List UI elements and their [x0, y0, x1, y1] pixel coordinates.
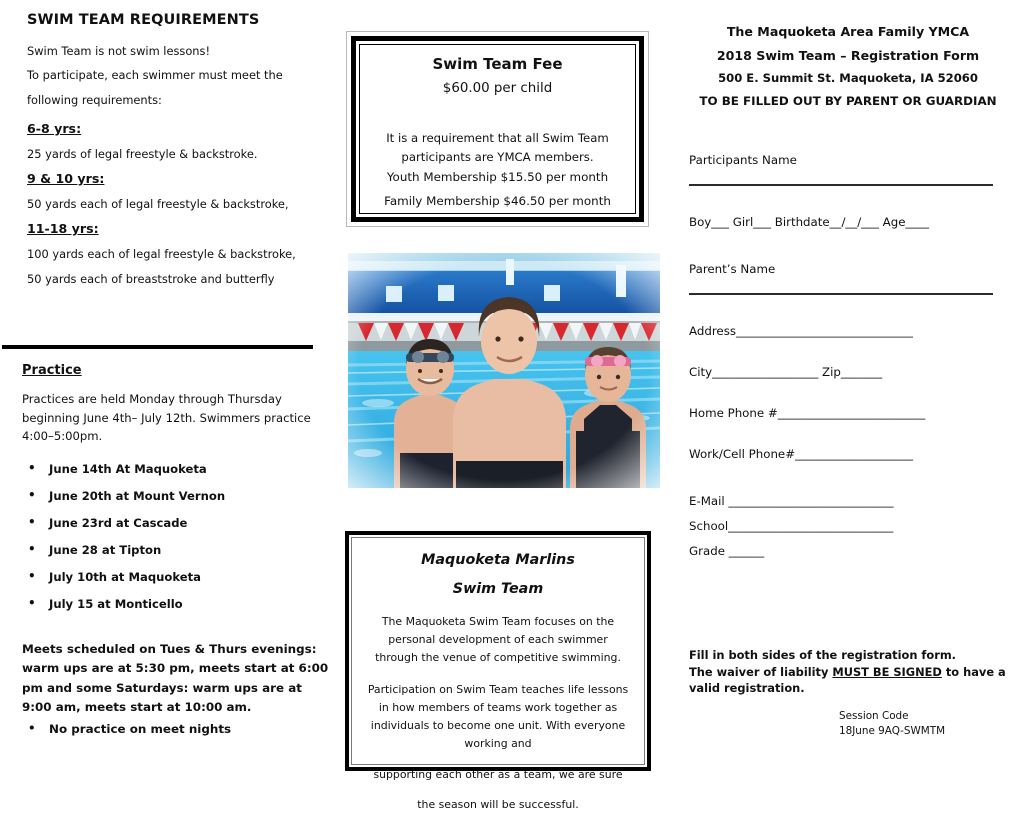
age-group-heading-11-18: 11-18 yrs: [27, 221, 99, 237]
parents-name-input-line[interactable] [689, 293, 993, 295]
home-phone-field[interactable]: Home Phone #_________________________ [689, 406, 926, 420]
grade-field[interactable]: Grade ______ [689, 544, 765, 558]
left-column [0, 0, 340, 791]
age-group-heading-text: 11-18 yrs [27, 221, 94, 237]
list-item: • June 14th At Maquoketa [22, 456, 327, 483]
fee-amount: $60.00 per child [442, 81, 553, 96]
fee-box-border-outer [351, 36, 644, 222]
gender-birthdate-age-row[interactable]: Boy___ Girl___ Birthdate__/__/___ Age____ [689, 215, 930, 229]
must-be-signed-emphasis: MUST BE SIGNED [832, 664, 942, 679]
age-group-detail: 25 yards of legal freestyle & backstroke. [27, 146, 258, 161]
marlins-paragraph-2: Participation on Swim Team teaches life lessons in how members of teams work together as individuals to become one unit. With everyone working and [367, 682, 629, 751]
list-item: • July 10th at Maquoketa [22, 564, 327, 591]
age-group-detail: 100 yards each of legal freestyle & backstroke, [27, 247, 296, 262]
list-item: • June 28 at Tipton [22, 537, 327, 564]
city-zip-field[interactable]: City__________________ Zip_______ [689, 365, 883, 379]
fee-box-border-inner [359, 44, 636, 214]
registration-form-column [672, 0, 1024, 791]
waiver-line-2 [689, 664, 1009, 681]
swim-team-fee-box [346, 31, 649, 227]
meet-schedule-list [22, 456, 327, 618]
requirements-title: SWIM TEAM REQUIREMENTS [27, 12, 260, 28]
practice-paragraph: Practices are held Monday through Thursday beginning June 4th– July 12th. Swimmers practice 4:00–5:00pm. [22, 392, 311, 444]
age-group-detail: 50 yards each of legal freestyle & backstroke, [27, 197, 289, 212]
list-item: • June 20th at Mount Vernon [22, 483, 327, 510]
practice-title: Practice [22, 363, 82, 378]
email-field[interactable]: E-Mail ____________________________ [689, 494, 894, 508]
meets-schedule-note: Meets scheduled on Tues & Thurs evenings: warm ups are at 5:30 pm, meets start at 6:00 pm and some Saturdays: warm ups are at 9:00 am, meets start at 10:00 am. [22, 642, 329, 715]
age-group-heading-9-10: 9 & 10 yrs: [27, 171, 105, 187]
family-membership-price: Family Membership $46.50 per month [384, 193, 611, 208]
registration-header [672, 20, 1024, 112]
session-code-value: 18June 9AQ-SWMTM [839, 725, 946, 737]
list-item: • June 23rd at Cascade [22, 510, 327, 537]
organization-name: The Maquoketa Area Family YMCA [726, 24, 970, 39]
session-code-label: Session Code [839, 710, 909, 722]
session-code-block [839, 709, 945, 739]
age-group-heading-text: 6-8 yrs [27, 120, 77, 136]
section-divider [2, 345, 313, 349]
form-instruction: TO BE FILLED OUT BY PARENT OR GUARDIAN [699, 93, 997, 108]
marlins-paragraph-3: supporting each other as a team, we are sure the season will be successful. [373, 768, 623, 812]
age-group-heading-text: 9 & 10 yrs [27, 171, 100, 187]
age-group-detail: 50 yards each of breaststroke and butterfly [27, 271, 275, 286]
waiver-line-1: Fill in both sides of the registration form. [689, 648, 957, 662]
youth-membership-price: Youth Membership $15.50 per month [386, 170, 609, 184]
waiver-notice [689, 647, 1009, 697]
no-practice-note: • No practice on meet nights [22, 722, 231, 736]
registration-fields [689, 152, 1019, 560]
parents-name-label: Parent’s Name [689, 262, 776, 276]
participants-name-input-line[interactable] [689, 184, 993, 186]
marlins-title-line2: Swim Team [452, 581, 544, 597]
marlins-paragraph-1: The Maquoketa Swim Team focuses on the personal development of each swimmer through the venue of competitive swimming. [375, 615, 621, 665]
swim-team-photo-image [348, 253, 660, 488]
address-field[interactable]: Address______________________________ [689, 324, 913, 338]
marlins-title-line1: Maquoketa Marlins [421, 552, 575, 568]
age-group-heading-6-8: 6-8 yrs: [27, 120, 82, 136]
waiver-text-post: to have a [941, 664, 1006, 679]
practice-section [22, 363, 327, 618]
participants-name-label: Participants Name [689, 153, 797, 167]
waiver-text-pre: The waiver of liability [689, 664, 833, 679]
fee-title: Swim Team Fee [432, 55, 563, 73]
fee-membership-requirement: It is a requirement that all Swim Team participants are YMCA members. [386, 131, 609, 164]
requirements-intro-line: To participate, each swimmer must meet the [27, 68, 283, 83]
swim-team-photo [348, 253, 660, 488]
form-title: 2018 Swim Team – Registration Form [716, 47, 980, 63]
list-item: • July 15 at Monticello [22, 591, 327, 618]
school-field[interactable]: School____________________________ [689, 519, 894, 533]
organization-address: 500 E. Summit St. Maquoketa, IA 52060 [718, 71, 978, 85]
requirements-intro-line: following requirements: [27, 92, 162, 107]
work-cell-phone-field[interactable]: Work/Cell Phone#____________________ [689, 447, 914, 461]
requirements-section [27, 12, 327, 291]
waiver-line-3: valid registration. [689, 681, 805, 695]
fee-spacer [360, 101, 635, 129]
requirements-intro-line: Swim Team is not swim lessons! [27, 44, 211, 58]
